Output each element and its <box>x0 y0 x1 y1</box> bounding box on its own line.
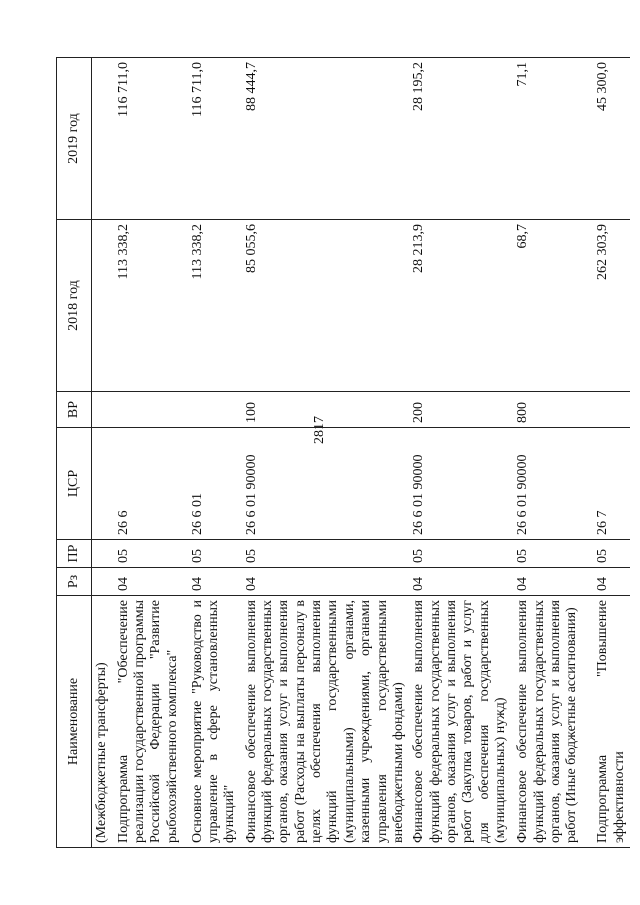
row-csr <box>92 428 114 540</box>
row-name: Подпрограмма "Обеспечение реализации государственной программы Российской Федерации "Развитие рыбохозяйственного комплекса" <box>114 596 188 848</box>
header-name: Наименование <box>57 596 92 848</box>
row-2018: 68,7 <box>513 220 593 392</box>
row-2018: 113 338,2 <box>114 220 188 392</box>
row-pr: 05 <box>242 540 410 568</box>
header-vr: ВР <box>57 392 92 428</box>
row-rz: 04 <box>114 568 188 596</box>
header-2019: 2019 год <box>57 58 92 220</box>
row-2019: 88 444,7 <box>242 58 410 220</box>
header-pr: ПР <box>57 540 92 568</box>
row-vr <box>188 392 242 428</box>
row-rz: 04 <box>188 568 242 596</box>
row-vr <box>593 392 630 428</box>
row-pr: 05 <box>409 540 513 568</box>
row-name: Основное мероприятие "Руководство и управление в сфере установленных функций" <box>188 596 242 848</box>
table-row <box>242 58 410 848</box>
table-row <box>188 58 242 848</box>
row-pr: 05 <box>114 540 188 568</box>
table-header-row <box>57 58 92 848</box>
table-row <box>114 58 188 848</box>
table-row <box>593 58 630 848</box>
row-csr: 26 6 01 <box>188 428 242 540</box>
row-vr <box>92 392 114 428</box>
row-rz <box>92 568 114 596</box>
page-number: 2817 <box>312 416 327 444</box>
row-rz: 04 <box>409 568 513 596</box>
row-vr: 100 <box>242 392 410 428</box>
row-name: Финансовое обеспечение выполнения функций федеральных государственных органов, оказания услуг и выполнения работ (Иные бюджетные ассигнования) <box>513 596 593 848</box>
row-csr: 26 6 01 90000 <box>409 428 513 540</box>
row-2018: 113 338,2 <box>188 220 242 392</box>
row-2018: 28 213,9 <box>409 220 513 392</box>
rotated-table-wrapper <box>56 58 627 848</box>
table-row <box>92 58 114 848</box>
row-name: (Межбюджетные трансферты) <box>92 596 114 848</box>
row-vr: 800 <box>513 392 593 428</box>
row-2018: 85 055,6 <box>242 220 410 392</box>
header-rz: Рз <box>57 568 92 596</box>
row-pr: 05 <box>188 540 242 568</box>
budget-table <box>56 57 630 848</box>
row-name: Финансовое обеспечение выполнения функций федеральных государственных органов, оказания услуг и выполнения работ (Закупка товаров, работ и услуг для обеспечения государственных (муниципальных) нужд) <box>409 596 513 848</box>
row-csr: 26 7 <box>593 428 630 540</box>
row-vr: 200 <box>409 392 513 428</box>
row-vr <box>114 392 188 428</box>
table-row <box>513 58 593 848</box>
row-rz: 04 <box>513 568 593 596</box>
table-row <box>409 58 513 848</box>
row-2019: 116 711,0 <box>114 58 188 220</box>
row-2019: 116 711,0 <box>188 58 242 220</box>
row-2019: 28 195,2 <box>409 58 513 220</box>
row-csr: 26 6 01 90000 <box>242 428 410 540</box>
row-csr: 26 6 01 90000 <box>513 428 593 540</box>
row-2019: 71,1 <box>513 58 593 220</box>
row-name: Финансовое обеспечение выполнения функций федеральных государственных органов, оказания услуг и выполнения работ (Расходы на выплаты персоналу в целях обеспечения выполнения функций государственными (муниципальными) органами, казенными учреждениями, органами управления государственными внебюджетными фондами) <box>242 596 410 848</box>
row-rz: 04 <box>593 568 630 596</box>
row-pr <box>92 540 114 568</box>
row-pr: 05 <box>513 540 593 568</box>
row-name: Подпрограмма "Повышение эффективности <box>593 596 630 848</box>
header-2018: 2018 год <box>57 220 92 392</box>
row-csr: 26 6 <box>114 428 188 540</box>
row-2019 <box>92 58 114 220</box>
header-csr: ЦСР <box>57 428 92 540</box>
row-rz: 04 <box>242 568 410 596</box>
row-2019: 45 300,0 <box>593 58 630 220</box>
row-2018 <box>92 220 114 392</box>
row-pr: 05 <box>593 540 630 568</box>
row-2018: 262 303,9 <box>593 220 630 392</box>
